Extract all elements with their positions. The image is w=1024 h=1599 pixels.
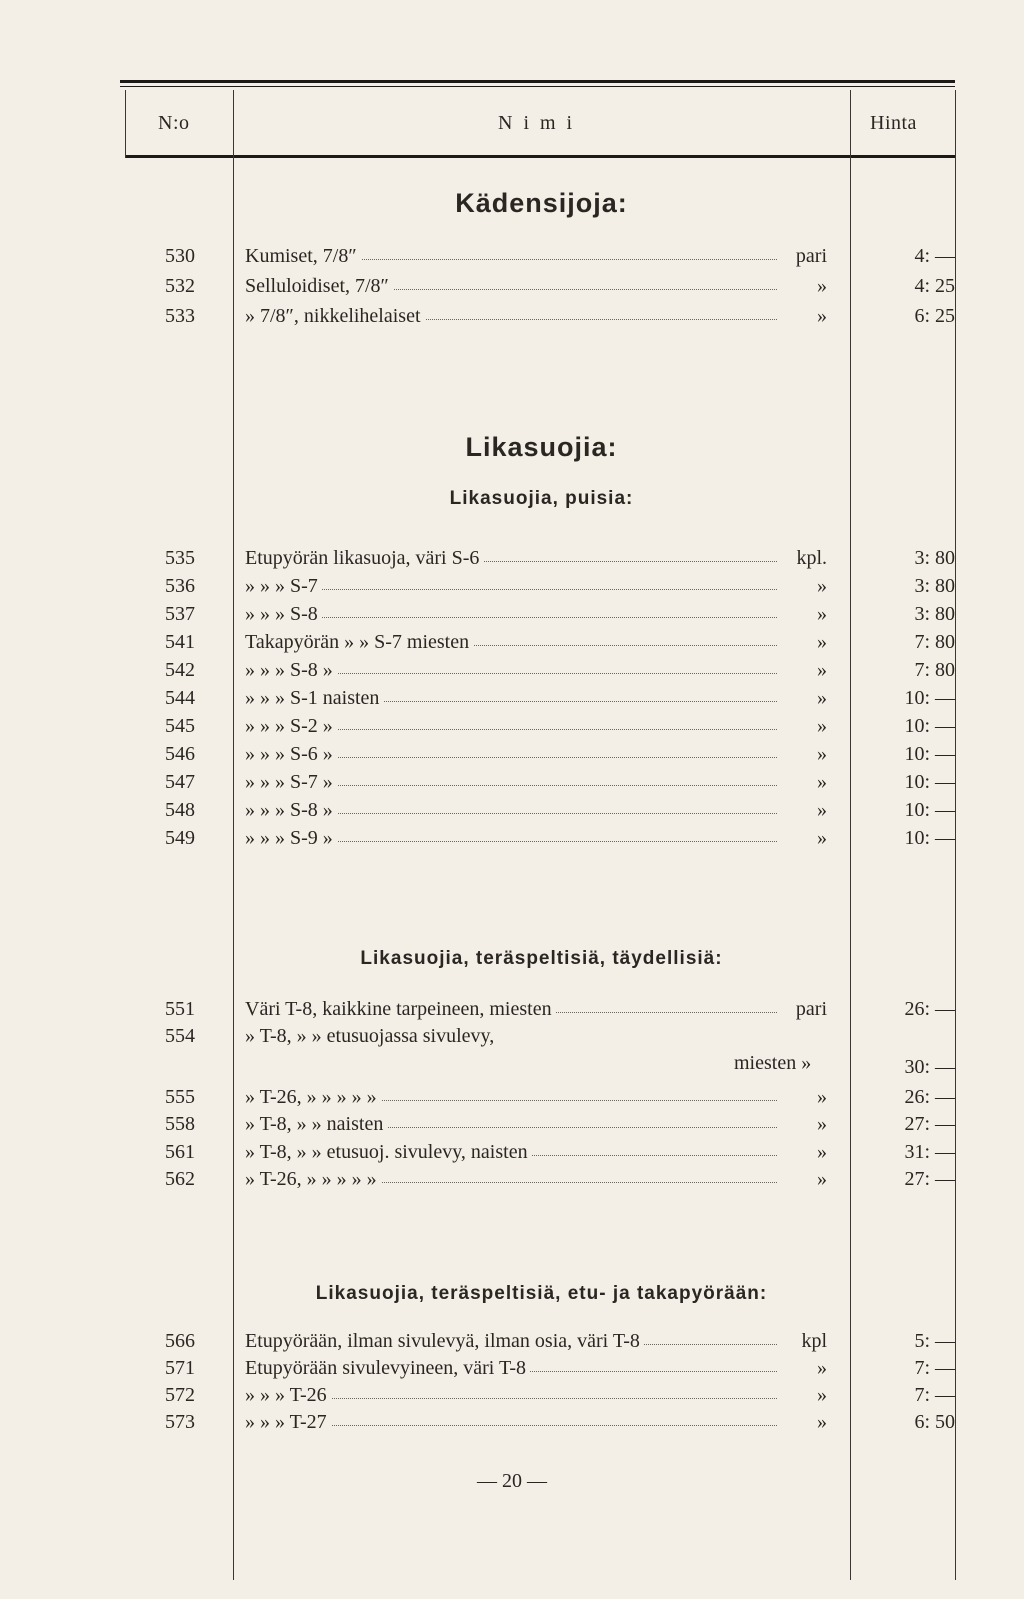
table-row [0, 631, 1024, 659]
item-name-text: Etupyörään, ilman sivulevyä, ilman osia, väri T-8 [245, 1330, 644, 1352]
table-row [0, 603, 1024, 631]
item-unit: » [777, 715, 827, 738]
table-row [0, 1411, 1024, 1439]
item-name-text: Takapyörän » » S-7 miesten [245, 631, 473, 653]
item-name [245, 547, 843, 570]
item-price: 3: 80 [914, 575, 955, 597]
item-price: 3: 80 [914, 603, 955, 625]
item-price: 10: — [904, 715, 955, 737]
table-top-rule [120, 80, 955, 83]
item-price: 27: — [904, 1168, 955, 1190]
item-price: 10: — [904, 771, 955, 793]
item-name-text: » » » S-7 » [245, 771, 337, 793]
item-unit: pari [777, 998, 827, 1021]
item-unit: » [777, 1168, 827, 1191]
item-price: 7: 80 [914, 659, 955, 681]
item-price: 6: 50 [914, 1411, 955, 1433]
item-number: 554 [165, 1025, 195, 1047]
item-name [245, 245, 843, 268]
item-unit: » [777, 827, 827, 850]
item-price: 10: — [904, 827, 955, 849]
item-unit: » [777, 659, 827, 682]
item-price: 3: 80 [914, 547, 955, 569]
item-name [245, 631, 843, 654]
item-number: 546 [165, 743, 195, 765]
item-name-text: » T-26, » » » » » [245, 1086, 381, 1108]
table-row [0, 1330, 1024, 1358]
item-name [245, 1086, 843, 1109]
item-number: 566 [165, 1330, 195, 1352]
table-row [0, 1025, 1024, 1053]
item-name-text: » T-8, » » naisten [245, 1113, 387, 1135]
item-number: 548 [165, 799, 195, 821]
item-number: 555 [165, 1086, 195, 1108]
item-name [245, 1141, 843, 1164]
section-title-kadensijoja: Kädensijoja: [455, 188, 628, 218]
item-unit: » [777, 743, 827, 766]
item-name [245, 1411, 843, 1434]
item-unit: » [777, 305, 827, 328]
item-name [245, 715, 843, 738]
item-name-text: » T-8, » » etusuoj. sivulevy, naisten [245, 1141, 532, 1163]
header-bottom-rule [125, 155, 955, 158]
section-title-likasuojia: Likasuojia: [465, 432, 618, 462]
item-name-text: » T-26, » » » » » [245, 1168, 381, 1190]
item-price: 26: — [904, 998, 955, 1020]
item-number: 572 [165, 1384, 195, 1406]
table-row [0, 575, 1024, 603]
item-name-text: Selluloidiset, 7/8″ [245, 275, 393, 297]
item-price: 7: — [914, 1357, 955, 1379]
item-name [245, 743, 843, 766]
item-name-text: Kumiset, 7/8″ [245, 245, 361, 267]
item-unit: » [777, 687, 827, 710]
table-row [0, 245, 1024, 273]
item-price: 5: — [914, 1330, 955, 1352]
item-name [245, 1168, 843, 1191]
item-name [245, 575, 843, 598]
item-name-text: Etupyörään sivulevyineen, väri T-8 [245, 1357, 530, 1379]
item-name-text: » » » T-27 [245, 1411, 331, 1433]
item-name [245, 1384, 843, 1407]
item-name [245, 827, 843, 850]
table-row [0, 771, 1024, 799]
table-row [0, 1357, 1024, 1385]
item-name-text: Etupyörän likasuoja, väri S-6 [245, 547, 483, 569]
item-unit: » [777, 1113, 827, 1136]
item-name-text: » » » S-7 [245, 575, 322, 597]
item-name [245, 687, 843, 710]
item-number: 545 [165, 715, 195, 737]
table-top-rule-thin [120, 86, 955, 87]
item-name-text: » » » S-8 » [245, 659, 337, 681]
item-number: 562 [165, 1168, 195, 1190]
item-name [245, 998, 843, 1021]
table-row [0, 275, 1024, 303]
table-row [0, 1141, 1024, 1169]
column-divider [125, 90, 126, 158]
item-unit: » [777, 771, 827, 794]
subsection-title-etu-taka: Likasuojia, teräspeltisiä, etu- ja takapyörään: [315, 1283, 768, 1304]
table-row [0, 1056, 1024, 1084]
item-number: 549 [165, 827, 195, 849]
item-price: 6: 25 [914, 305, 955, 327]
item-name [245, 603, 843, 626]
item-name [245, 1113, 843, 1136]
item-name-text: » » » S-9 » [245, 827, 337, 849]
item-unit: » [777, 799, 827, 822]
item-unit: » [777, 1086, 827, 1109]
item-price: 30: — [904, 1056, 955, 1078]
table-row [0, 799, 1024, 827]
item-price: 7: — [914, 1384, 955, 1406]
table-row [0, 659, 1024, 687]
item-price: 10: — [904, 687, 955, 709]
table-row [0, 687, 1024, 715]
item-price: 27: — [904, 1113, 955, 1135]
table-row [0, 998, 1024, 1026]
subsection-title-puisia: Likasuojia, puisia: [449, 488, 634, 509]
item-name [245, 1357, 843, 1380]
table-row [0, 1086, 1024, 1114]
item-name [245, 1025, 843, 1048]
subsection-title-taydellisia: Likasuojia, teräspeltisiä, täydellisiä: [360, 948, 723, 969]
column-header-price: Hinta [870, 112, 917, 134]
table-row [0, 1168, 1024, 1196]
item-unit: » [777, 1141, 827, 1164]
item-number: 541 [165, 631, 195, 653]
table-row [0, 743, 1024, 771]
item-unit: » [777, 631, 827, 654]
table-row [0, 1384, 1024, 1412]
table-row [0, 1113, 1024, 1141]
item-unit: pari [777, 245, 827, 268]
item-price: 4: — [914, 245, 955, 267]
item-name-text [245, 1056, 249, 1078]
column-header-number: N:o [158, 112, 190, 134]
item-number: 547 [165, 771, 195, 793]
item-number: 573 [165, 1411, 195, 1433]
table-row [0, 827, 1024, 855]
item-price: 26: — [904, 1086, 955, 1108]
item-price: 4: 25 [914, 275, 955, 297]
row-554-continuation: miesten » [734, 1052, 812, 1074]
table-row [0, 547, 1024, 575]
item-name [245, 305, 843, 328]
item-number: 542 [165, 659, 195, 681]
item-name [245, 659, 843, 682]
item-name [245, 1330, 843, 1353]
item-number: 530 [165, 245, 195, 267]
column-header-name: N i m i [498, 112, 576, 134]
item-number: 536 [165, 575, 195, 597]
item-unit: kpl. [777, 547, 827, 570]
table-row [0, 305, 1024, 333]
item-name-text: » 7/8″, nikkelihelaiset [245, 305, 425, 327]
item-name-text: » » » S-1 naisten [245, 687, 383, 709]
item-name-text: » T-8, » » etusuojassa sivulevy, [245, 1025, 498, 1047]
item-number: 561 [165, 1141, 195, 1163]
item-price: 7: 80 [914, 631, 955, 653]
item-number: 558 [165, 1113, 195, 1135]
item-name-text: » » » S-8 [245, 603, 322, 625]
item-number: 544 [165, 687, 195, 709]
item-unit: » [777, 1411, 827, 1434]
item-name-text: Väri T-8, kaikkine tarpeineen, miesten [245, 998, 556, 1020]
item-unit: » [777, 1357, 827, 1380]
item-number: 532 [165, 275, 195, 297]
item-name-text: » » » T-26 [245, 1384, 331, 1406]
item-unit: kpl [777, 1330, 827, 1353]
item-name-text: » » » S-8 » [245, 799, 337, 821]
item-price: 31: — [904, 1141, 955, 1163]
item-unit: » [777, 1384, 827, 1407]
item-unit: » [777, 275, 827, 298]
item-unit: » [777, 603, 827, 626]
item-price: 10: — [904, 743, 955, 765]
item-name [245, 799, 843, 822]
item-name [245, 275, 843, 298]
item-number: 533 [165, 305, 195, 327]
item-unit: » [777, 575, 827, 598]
item-number: 535 [165, 547, 195, 569]
item-price: 10: — [904, 799, 955, 821]
item-number: 571 [165, 1357, 195, 1379]
table-row [0, 715, 1024, 743]
item-name-text: » » » S-2 » [245, 715, 337, 737]
item-name-text: » » » S-6 » [245, 743, 337, 765]
item-number: 551 [165, 998, 195, 1020]
item-number: 537 [165, 603, 195, 625]
page-number: — 20 — [477, 1470, 547, 1492]
item-name [245, 771, 843, 794]
